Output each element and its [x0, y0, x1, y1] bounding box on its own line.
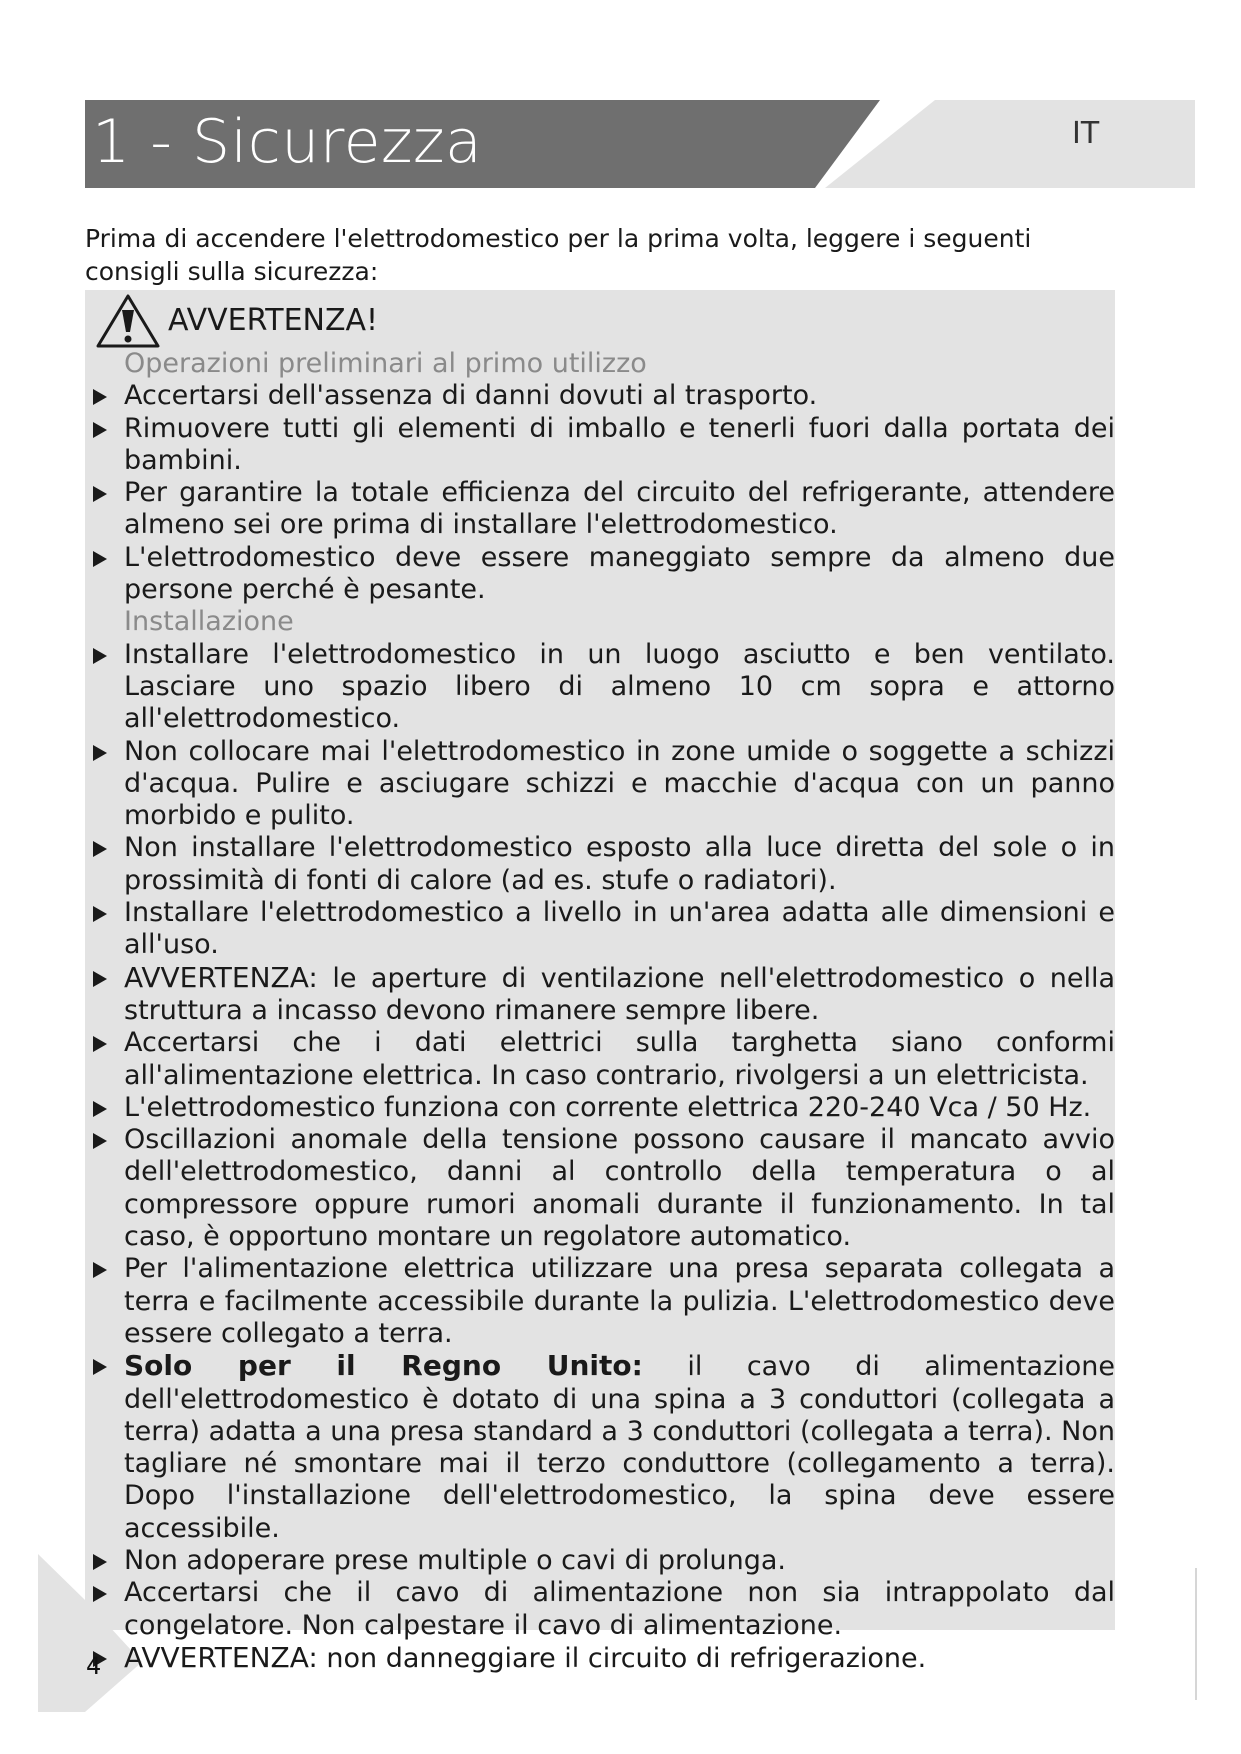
safety-list — [85, 348, 1115, 1675]
bullet-icon — [93, 486, 107, 502]
bullet-icon — [93, 1586, 107, 1602]
bullet-icon — [93, 906, 107, 922]
list-item: Non collocare mai l'elettrodomestico in zone umide o soggette a schizzi d'acqua. Pulire e asciugare schizzi e macchie d'acqua con un panno morbido e pulito. — [85, 736, 1115, 833]
bullet-icon — [93, 1262, 107, 1278]
language-code: IT — [1072, 116, 1100, 151]
page-number: 4 — [86, 1652, 102, 1680]
list-item: Non adoperare prese multiple o cavi di prolunga. — [85, 1545, 1115, 1577]
bullet-icon — [93, 1554, 107, 1570]
list-item: Accertarsi che i dati elettrici sulla targhetta siano conformi all'alimentazione elettrica. In caso contrario, rivolgersi a un elettricista. — [85, 1027, 1115, 1092]
list-item-warning: AVVERTENZA: le aperture di ventilazione nell'elettrodomestico o nella struttura a incasso devono rimanere sempre libere. — [85, 962, 1115, 1028]
list-item-warning: AVVERTENZA: non danneggiare il circuito di refrigerazione. — [85, 1642, 1115, 1675]
bullet-icon — [93, 841, 107, 857]
bullet-icon — [93, 1036, 107, 1052]
list-item: Installare l'elettrodomestico a livello in un'area adatta alle dimensioni e all'uso. — [85, 897, 1115, 962]
list-item-uk: Solo per il Regno Unito: il cavo di alimentazione dell'elettrodomestico è dotato di una spina a 3 conduttori (collegata a terra) adatta a una presa standard a 3 conduttori (collegata a terra). Non tagliare né smontare mai il terzo conduttore (collegamento a terra). Dopo l'installazione dell'elettrodomestico, la spina deve essere accessibile. — [85, 1350, 1115, 1545]
bullet-icon — [93, 389, 107, 405]
list-item: Per l'alimentazione elettrica utilizzare una presa separata collegata a terra e facilmente accessibile durante la pulizia. L'elettrodomestico deve essere collegato a terra. — [85, 1253, 1115, 1350]
warning-heading: AVVERTENZA! — [168, 303, 379, 338]
bullet-icon — [93, 1359, 107, 1375]
bullet-icon — [93, 1133, 107, 1149]
bullet-icon — [93, 1101, 107, 1117]
section-heading-preliminary: Operazioni preliminari al primo utilizzo — [124, 348, 647, 379]
warning-label: AVVERTENZA: — [124, 1640, 318, 1674]
intro-paragraph: Prima di accendere l'elettrodomestico per la prima volta, leggere i seguenti consigli sulla sicurezza: — [85, 224, 1032, 286]
warning-label: AVVERTENZA: — [124, 960, 318, 994]
list-item: L'elettrodomestico funziona con corrente elettrica 220-240 Vca / 50 Hz. — [85, 1092, 1115, 1124]
bullet-icon — [93, 745, 107, 761]
bullet-icon — [93, 648, 107, 664]
list-item: Accertarsi dell'assenza di danni dovuti al trasporto. — [85, 380, 1115, 412]
bullet-icon — [93, 971, 107, 987]
list-item: L'elettrodomestico deve essere maneggiato sempre da almeno due persone perché è pesante. — [85, 542, 1115, 607]
bullet-icon — [93, 551, 107, 567]
section-heading-installation: Installazione — [124, 606, 294, 638]
language-tab-shape — [825, 100, 1195, 188]
list-item: Accertarsi che il cavo di alimentazione non sia intrappolato dal congelatore. Non calpestare il cavo di alimentazione. — [85, 1577, 1115, 1642]
uk-label: Solo per il Regno Unito: — [124, 1349, 643, 1383]
section-title: 1 - Sicurezza — [92, 107, 483, 177]
list-item: Oscillazioni anomale della tensione possono causare il mancato avvio dell'elettrodomestico, danni al controllo della temperatura o al compressore oppure rumori anomali durante il funzionamento. In tal caso, è opportuno montare un regolatore automatico. — [85, 1124, 1115, 1253]
list-item: Installare l'elettrodomestico in un luogo asciutto e ben ventilato. Lasciare uno spazio libero di almeno 10 cm sopra e attorno all'elettrodomestico. — [85, 639, 1115, 736]
warning-triangle-icon — [95, 292, 161, 350]
list-item: Per garantire la totale efficienza del circuito del refrigerante, attendere almeno sei ore prima di installare l'elettrodomestico. — [85, 477, 1115, 542]
bullet-icon — [93, 422, 107, 438]
list-item: Rimuovere tutti gli elementi di imballo e tenerli fuori dalla portata dei bambini. — [85, 413, 1115, 478]
list-item: Non installare l'elettrodomestico esposto alla luce diretta del sole o in prossimità di fonti di calore (ad es. stufe o radiatori). — [85, 832, 1115, 897]
